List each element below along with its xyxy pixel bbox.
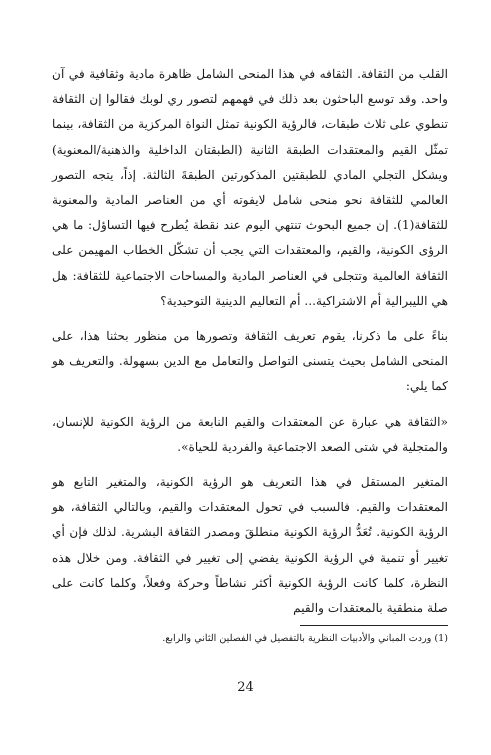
footnote-separator <box>300 625 448 626</box>
paragraph-culture-layers: القلب من الثقافة. الثقافه في هذا المنحى الشامل ظاهرة مادية وثقافية في آن واحد. وقد توسع الباحثون بعد ذلك في فهمهم لتصور ري لوبك فقالوا إن الثقافة تنطوي على ثلاث طبقات، فالرؤية الكونية تمثل النواة المركزية من الثقافة، بينما تمثّل القيم والمعتقدات الطبقة الثانية (الطبقتان الداخلية والذهنية/المعنوية) ويشكل التجلي المادي للطبقتين المذكورتين الطبقةَ الثالثة. إذاً، يتجه التصور العالمي للثقافة نحو منحى شامل لايفوته أي من العناصر المادية والمعنوية للثقافة(1). إن جميع البحوث تنتهي اليوم عند نقطة يُطرح فيها التساؤل: ما هي الرؤى الكونية، والقيم، والمعتقدات التي يجب أن تشكّل الخطاب المهيمن على الثقافة العالمية وتتجلى في العناصر المادية والمساحات الاجتماعية للثقافة: هل هي الليبرالية أم الاشتراكية... أم التعاليم الدينية التوحيدية؟ <box>52 67 448 308</box>
paragraph-variables: المتغير المستقل في هذا التعريف هو الرؤية الكونية، والمتغير التابع هو المعتقدات والقيم. فالسبب في تحول المعتقدات والقيم، وبالتالي الثقافة، هو الرؤية الكونية. تُعَدُّ الرؤية الكونية منطلقَ ومصدر الثقافة البشرية. لذلك فإن أي تغيير أو تنمية في الرؤية الكونية يفضي إلى تغيير في الثقافة. ومن خلال هذه النظرة، كلما كانت الرؤية الكونية أكثر نشاطاً وحركة وفعلاً، وكلما كانت على صلة منطقية بالمعتقدات والقيم <box>52 475 448 616</box>
page-number: 24 <box>237 680 254 695</box>
paragraph-definition-intro: بناءً على ما ذكرنا، يقوم تعريف الثقافة وتصورها من منظور بحثنا هذا، على المنحى الشامل بحيث يتسنى التواصل والتعامل مع الدين بسهولة. والتعريف هو كما يلي: <box>52 329 448 394</box>
paragraph-definition-quote: «الثقافة هي عبارة عن المعتقدات والقيم النابعة من الرؤية الكونية للإنسان، والمتجلية في شتى الصعد الاجتماعية والفردية للحياة». <box>52 414 448 454</box>
footnote: (1) وردت المباني والأدبيات النظرية بالتفصيل في الفصلين الثاني والرابع. <box>162 633 448 644</box>
main-text <box>52 62 448 629</box>
